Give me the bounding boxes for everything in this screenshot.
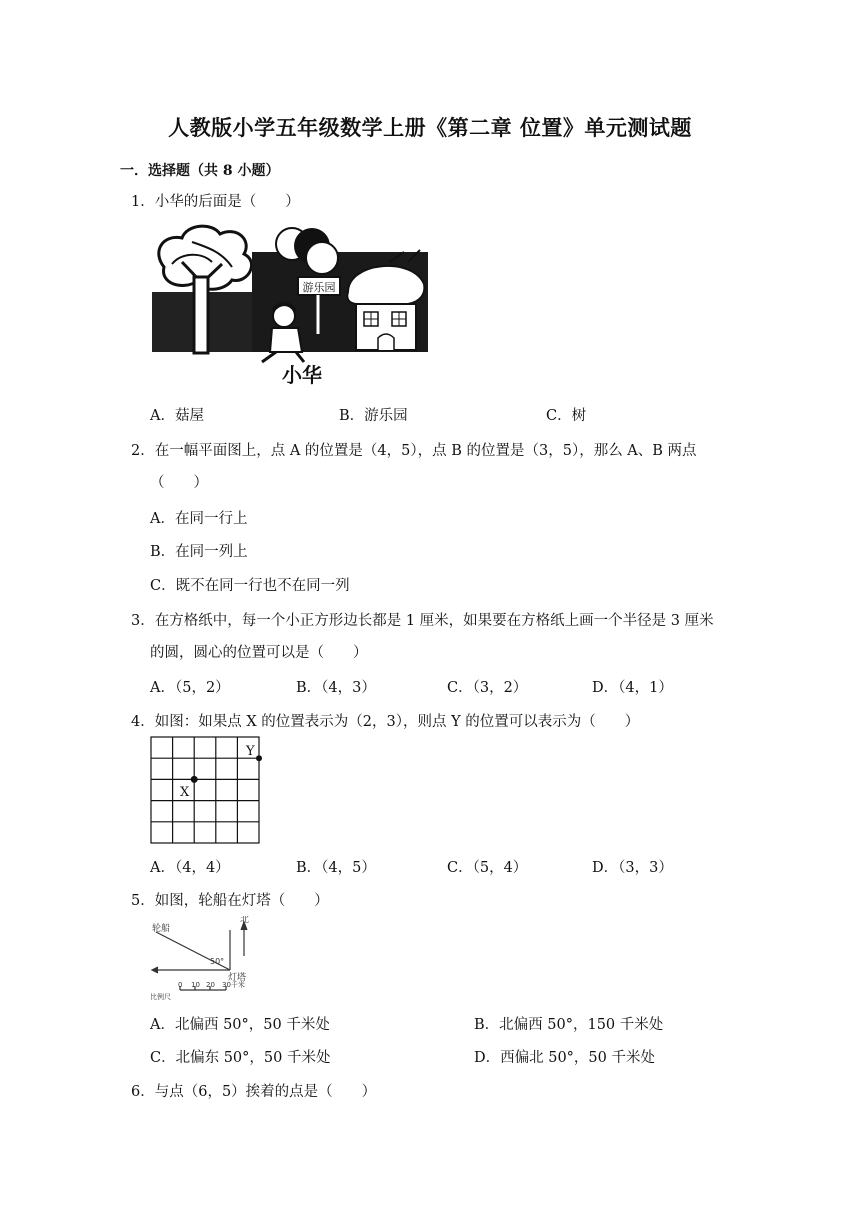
q3-option-b[interactable]: B．（4，3） bbox=[296, 680, 376, 696]
q2-option-b[interactable]: B．在同一列上 bbox=[150, 544, 248, 560]
tower-label: 灯塔 bbox=[228, 973, 247, 983]
q5-option-c[interactable]: C．北偏东 50°，50 千米处 bbox=[150, 1050, 331, 1066]
q5-option-b[interactable]: B．北偏西 50°，150 千米处 bbox=[474, 1017, 664, 1033]
page-title: 人教版小学五年级数学上册《第二章 位置》单元测试题 bbox=[168, 115, 692, 140]
q4-option-c[interactable]: C．（5，4） bbox=[447, 860, 528, 876]
angle-label: 50° bbox=[210, 957, 225, 966]
scale-tick-20: 20 bbox=[206, 981, 215, 989]
question-1-stem: 1．小华的后面是（ ） bbox=[131, 194, 300, 210]
q4-option-d[interactable]: D．（3，3） bbox=[592, 860, 673, 876]
question-3-stem-line1: 3．在方格纸中，每一个小正方形边长都是 1 厘米，如果要在方格纸上画一个半径是 3 厘米 bbox=[131, 613, 714, 629]
point-y bbox=[256, 755, 262, 761]
figure-name-label: 小华 bbox=[282, 363, 322, 387]
question-2-stem-line2: （ ） bbox=[150, 475, 208, 491]
ship-label: 轮船 bbox=[152, 924, 171, 934]
q2-option-a[interactable]: A．在同一行上 bbox=[150, 511, 248, 527]
point-y-label: Y bbox=[246, 744, 255, 759]
point-x bbox=[191, 776, 198, 783]
scale-tick-0: 0 bbox=[178, 981, 183, 989]
q2-option-c[interactable]: C．既不在同一行也不在同一列 bbox=[150, 578, 350, 594]
q5-option-a[interactable]: A．北偏西 50°，50 千米处 bbox=[150, 1017, 330, 1033]
question-6-stem: 6．与点（6，5）挨着的点是（ ） bbox=[131, 1084, 377, 1100]
question-5-compass-figure bbox=[148, 916, 262, 1002]
question-2-stem-line1: 2．在一幅平面图上，点 A 的位置是（4，5），点 B 的位置是（3，5），那么 A、B 两点 bbox=[131, 443, 697, 459]
scale-tick-30: 30千米 bbox=[222, 981, 245, 989]
scale-label: 比例尺 bbox=[150, 993, 171, 1001]
q1-option-a[interactable]: A．菇屋 bbox=[150, 408, 204, 424]
question-5-stem: 5．如图，轮船在灯塔（ ） bbox=[131, 893, 329, 909]
point-x-label: X bbox=[180, 785, 190, 800]
q5-option-d[interactable]: D．西偏北 50°，50 千米处 bbox=[474, 1050, 655, 1066]
question-4-grid-figure bbox=[150, 736, 262, 846]
question-1-figure bbox=[152, 222, 428, 392]
question-3-stem-line2: 的圆，圆心的位置可以是（ ） bbox=[150, 645, 368, 661]
sign-label: 游乐园 bbox=[302, 281, 336, 294]
q3-option-d[interactable]: D．（4，1） bbox=[592, 680, 673, 696]
q3-option-c[interactable]: C．（3，2） bbox=[447, 680, 528, 696]
q4-option-b[interactable]: B．（4，5） bbox=[296, 860, 376, 876]
section-heading: 一．选择题（共 8 小题） bbox=[120, 163, 280, 179]
q1-option-c[interactable]: C．树 bbox=[546, 408, 587, 424]
north-label: 北 bbox=[240, 916, 250, 925]
q3-option-a[interactable]: A．（5，2） bbox=[150, 680, 230, 696]
q4-option-a[interactable]: A．（4，4） bbox=[150, 860, 230, 876]
q1-option-b[interactable]: B．游乐园 bbox=[339, 408, 408, 424]
question-4-stem: 4．如图：如果点 X 的位置表示为（2，3），则点 Y 的位置可以表示为（ ） bbox=[131, 714, 640, 730]
scale-tick-10: 10 bbox=[191, 981, 200, 989]
